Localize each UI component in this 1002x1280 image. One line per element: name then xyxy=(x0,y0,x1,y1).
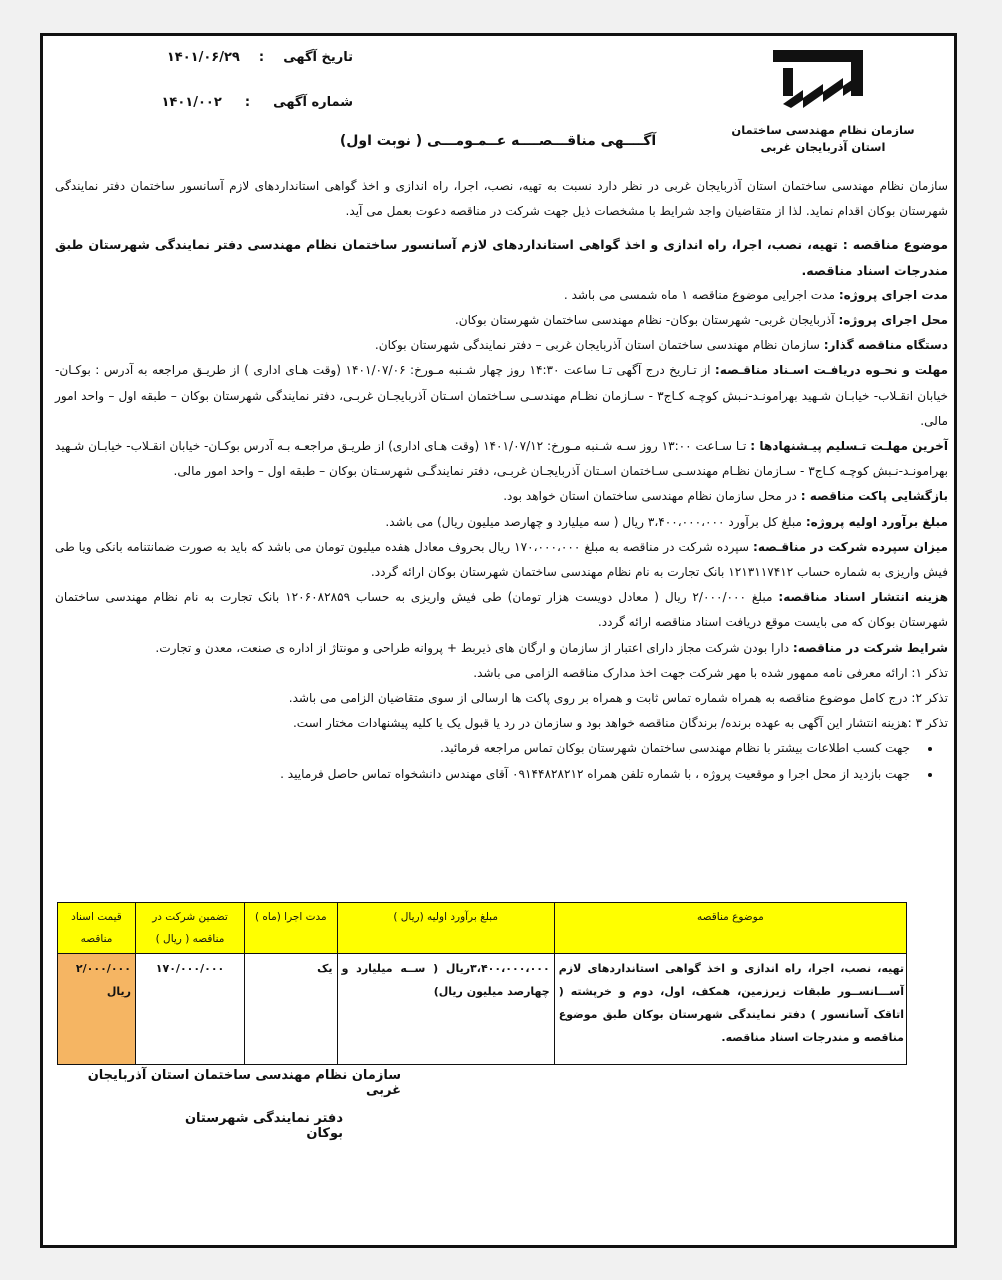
cell-deposit: ۱۷۰/۰۰۰/۰۰۰ xyxy=(135,954,244,1065)
announcement-title: آگــــهی مناقـــصــــه عــمـومـــی ( نوبت اول) xyxy=(339,133,657,149)
signature-line2: دفتر نمایندگی شهرستان بوکان xyxy=(184,1111,343,1141)
item-label: شرایط شرکت در مناقصه: xyxy=(792,640,948,655)
item-text: آذربایجان غربی- شهرستان بوکان- نظام مهندسی ساختمان شهرستان بوکان. xyxy=(454,313,839,328)
col-price: قیمت اسناد مناقصه xyxy=(58,903,136,954)
item-label: آخرین مهلـت تـسلیم پیـشنهادها : xyxy=(750,439,948,454)
item-text: در محل سازمان نظام مهندسی ساختمان استان خواهد بود. xyxy=(503,489,801,504)
item-label: مهلت و نحـوه دریافـت اسـناد مناقـصه: xyxy=(714,363,948,378)
item-opening xyxy=(55,484,948,509)
date-value: ۱۴۰۱/۰۶/۲۹ xyxy=(166,50,240,65)
announcement-body xyxy=(55,174,948,787)
note-3: تذکر ۳ :هزینه انتشار این آگهی به عهده برنده/ برندگان مناقصه خواهد بود و سازمان در رد یا قبول یک یا کلیه پیشنهادات مختار است. xyxy=(292,716,948,731)
col-duration: مدت اجرا (ماه ) xyxy=(245,903,337,954)
org-name xyxy=(713,122,933,156)
item-deposit xyxy=(55,535,948,585)
table-row xyxy=(58,954,907,1065)
date-label: تاریخ آگهی xyxy=(283,50,353,65)
cell-subject: تهیه، نصب، اجرا، راه اندازی و اخذ گواهی استانداردهای لازم آســـانســور طبقات زیرزمین، همکف، اول، دوم و خرپشته ( اتاقک آسانسور ) دفتر نمایندگی شهرستان بوکان طبق موضوع مناقصه و مندرجات اسناد مناقصه. xyxy=(554,954,906,1065)
intro-paragraph: سازمان نظام مهندسی ساختمان استان آذربایجان غربی در نظر دارد نسبت به تهیه، نصب، اجرا، راه اندازی و اخذ گواهی استانداردهای لازم آسانسور ساختمان دفتر نمایندگی شهرستان بوکان اقدام نماید. لذا از متقاضیان واجد شرایط با مشخصات ذیل جهت شرکت در مناقصه دعوت بعمل می آید. xyxy=(55,179,948,219)
info-bullets xyxy=(55,736,948,786)
org-logo-icon xyxy=(763,44,873,122)
cell-estimate: ۳،۴۰۰،۰۰۰،۰۰۰ریال ( ســه میلیارد و چهارصد میلیون ریال) xyxy=(337,954,554,1065)
announcement-page xyxy=(40,33,957,1248)
bullet-visit: • جهت بازدید از محل اجرا و موقعیت پروژه ، با شماره تلفن همراه ۰۹۱۴۴۸۲۸۲۱۲ آقای مهندس دانشخواه تماس حاصل فرمایید . xyxy=(55,762,918,787)
item-label: مدت اجرای پروژه: xyxy=(838,287,948,302)
item-estimate xyxy=(55,510,948,535)
cell-duration: یک xyxy=(245,954,337,1065)
item-document-cost xyxy=(55,585,948,635)
announcement-date-row xyxy=(113,46,353,65)
tender-table xyxy=(57,902,907,1065)
item-text: مبلغ کل برآورد ۳،۴۰۰،۰۰۰،۰۰۰ ریال ( سه میلیارد و چهارصد میلیون ریال) می باشد. xyxy=(385,514,806,529)
number-label: شماره آگهی xyxy=(273,95,353,110)
date-separator: : xyxy=(258,50,265,65)
table-header-row xyxy=(58,903,907,954)
org-name-line2: استان آذربایجان غربی xyxy=(760,140,886,154)
item-label: بازگشایی پاکت مناقصه : xyxy=(800,489,948,504)
item-label: محل اجرای پروژه: xyxy=(838,313,948,328)
item-label: هزینه انتشار اسناد مناقصه: xyxy=(778,590,948,605)
item-label: میزان سپرده شرکت در مناقـصه: xyxy=(753,539,949,554)
signature-line1: سازمان نظام مهندسی ساختمان استان آذربایجان غربی xyxy=(87,1068,401,1098)
item-label: مبلغ برآورد اولیه پروژه: xyxy=(805,514,948,529)
item-duration xyxy=(55,283,948,308)
item-text: مبلغ ۲/۰۰۰/۰۰۰ ریال ( معادل دویست هزار تومان) طی فیش واریزی به حساب ۱۲۰۶۰۸۲۸۵۹ بانک تجارت به نام نظام مهندسی ساختمان شهرستان بوکان که می بایست موقع دریافت اسناد مناقصه ارائه گردد. xyxy=(55,590,948,630)
subject-paragraph: موضوع مناقصه : تهیه، نصب، اجرا، راه اندازی و اخذ گواهی استانداردهای لازم آسانسور ساختمان نظام مهندسی دفتر نمایندگی شهرستان طبق مندرجات اسناد مناقصه. xyxy=(55,237,948,278)
item-tenderer xyxy=(55,333,948,358)
bullet-contact: • جهت کسب اطلاعات بیشتر با نظام مهندسی ساختمان شهرستان بوکان تماس مراجعه فرمائید. xyxy=(55,736,918,761)
col-subject: موضوع مناقصه xyxy=(554,903,906,954)
note-2: تذکر ۲: درج کامل موضوع مناقصه به همراه شماره تماس ثابت و همراه بر روی پاکت ها ارسالی از سوی متقاضیان الزامی می باشد. xyxy=(288,691,948,706)
announcement-number-row xyxy=(113,91,353,110)
item-text: از تـاریخ درج آگهی تـا ساعت ۱۴:۳۰ روز چهار شـنبه مـورخ: ۱۴۰۱/۰۷/۰۶ (وقت هـای اداری ) از طریـق مراجعه به آدرس : بوکـان- خیابان انقـلاب- خیابـان شـهید بهرامونـد-نـبش کوچـه کـاج۳ - سـازمان نظـام مهندسـی سـاختمان اسـتان آذربایجـان غربـی، دفتر نمایندگی شهرستان بوکان – طبقه اول – واحد امور مالی. xyxy=(55,363,948,428)
item-location xyxy=(55,308,948,333)
item-document-deadline xyxy=(55,358,948,434)
item-label: دستگاه مناقصه گذار: xyxy=(823,338,948,353)
number-value: ۱۴۰۱/۰۰۲ xyxy=(161,95,222,110)
note-1: تذکر ۱: ارائه معرفی نامه ممهور شده با مهر شرکت جهت اخذ مدارک مناقصه الزامی می باشد. xyxy=(473,665,948,680)
item-text: تـا سـاعت ۱۳:۰۰ روز سـه شـنبه مـورخ: ۱۴۰۱/۰۷/۱۲ (وقت هـای اداری) از طریـق مراجعـه بـه آدرس بوکـان- خیابان انقـلاب- خیابـان شـهید بهرامونـد-نـبش کوچـه کـاج۳ - سـازمان نظـام مهندسـی سـاختمان اسـتان آذربایجـان غربـی، دفتر نمایندگـی شهرسـتان بوکان – طبقه اول – واحد امور مالی. xyxy=(55,439,948,479)
number-separator: : xyxy=(244,95,251,110)
item-conditions xyxy=(55,636,948,661)
org-name-line1: سازمان نظام مهندسی ساختمان xyxy=(731,123,915,137)
item-text: سازمان نظام مهندسی ساختمان استان آذربایجان غربی – دفتر نمایندگی شهرستان بوکان. xyxy=(374,338,824,353)
item-text: سپرده شرکت در مناقصه به مبلغ ۱۷۰،۰۰۰،۰۰۰ ریال بحروف معادل هفده میلیون تومان می باشد که باید به صورت ضمانتنامه بانکی ویا طی فیش واریزی به شماره حساب ۱۲۱۳۱۱۷۴۱۲ بانک تجارت به نام نظام مهندسی ساختمان شهرستان بوکان ارائه گردد. xyxy=(55,539,948,580)
item-submission-deadline xyxy=(55,434,948,484)
item-text: دارا بودن شرکت مجاز دارای اعتبار از سازمان و ارگان های ذیربط + پروانه طراحی و مونتاژ از اداره ی صنعت، معدن و تجارت. xyxy=(155,640,793,655)
item-text: مدت اجرایی موضوع مناقصه ۱ ماه شمسی می باشد . xyxy=(563,287,839,302)
col-deposit: تضمین شرکت در مناقصه ( ریال ) xyxy=(135,903,244,954)
col-estimate: مبلغ برآورد اولیه (ریال ) xyxy=(337,903,554,954)
cell-price: ۲/۰۰۰/۰۰۰ ریال xyxy=(58,954,136,1065)
